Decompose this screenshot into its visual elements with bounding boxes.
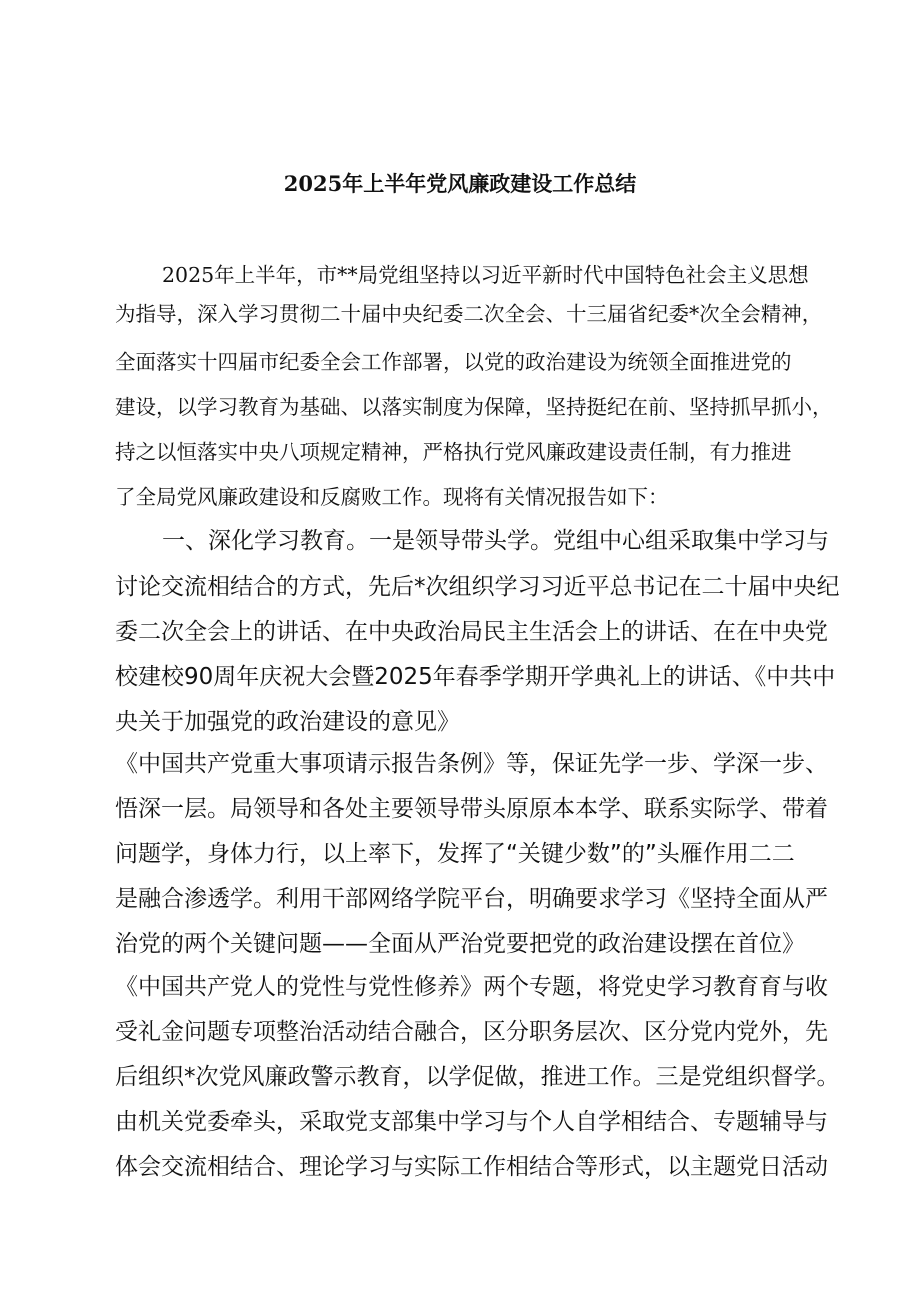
paragraph-line: 央关于加强党的政治建设的意见》 — [115, 709, 460, 735]
paragraph-line: 全面落实十四届市纪委全会工作部署，以党的政治建设为统领全面推进党的 — [115, 350, 792, 374]
paragraph-line: 是融合渗透学。利用干部网络学院平台，明确要求学习《坚持全面从严 — [115, 886, 828, 912]
paragraph-line: 由机关党委牵头，采取党支部集中学习与个人自学相结合、专题辅导与 — [115, 1109, 828, 1135]
paragraph-line: 委二次全会上的讲话、在中央政治局民主生活会上的讲话、在在中央党 — [115, 619, 828, 645]
paragraph-line: 治党的两个关键问题——全面从严治党要把党的政治建设摆在首位》 — [115, 931, 805, 957]
paragraph-line: 悟深一层。局领导和各处主要领导带头原原本本学、联系实际学、带着 — [115, 796, 828, 822]
paragraph-line: 一、深化学习教育。一是领导带头学。党组中心组采取集中学习与 — [162, 528, 829, 554]
paragraph-line: 为指导，深入学习贯彻二十届中央纪委二次全会、十三届省纪委*次全会精神， — [115, 302, 823, 326]
paragraph-line: 《中国共产党重大事项请示报告条例》等，保证先学一步、学深一步、 — [115, 751, 828, 777]
paragraph-line: 建设，以学习教育为基础、以落实制度为保障，坚持挺纪在前、坚持抓早抓小， — [115, 395, 833, 419]
paragraph-line: 校建校90周年庆祝大会暨2025年春季学期开学典礼上的讲话、《中共中 — [115, 664, 836, 690]
paragraph-line: 《中国共产党人的党性与党性修养》两个专题，将党史学习教育育与收 — [115, 974, 828, 1000]
paragraph-line: 了全局党风廉政建设和反腐败工作。现将有关情况报告如下： — [115, 485, 669, 509]
paragraph-line: 后组织*次党风廉政警示教育，以学促做，推进工作。三是党组织督学。 — [115, 1064, 840, 1090]
paragraph-line: 受礼金问题专项整治活动结合融合，区分职务层次、区分党内党外，先 — [115, 1019, 828, 1045]
paragraph-line: 体会交流相结合、理论学习与实际工作相结合等形式，以主题党日活动 — [115, 1154, 828, 1180]
document-title: 2025年上半年党风廉政建设工作总结 — [283, 171, 637, 196]
paragraph-line: 问题学，身体力行，以上率下，发挥了“关键少数”的”头雁作用二二 — [115, 841, 795, 867]
paragraph-line: 讨论交流相结合的方式，先后*次组织学习习近平总书记在二十届中央纪 — [115, 574, 840, 600]
paragraph-line: 持之以恒落实中央八项规定精神，严格执行党风廉政建设责任制，有力推进 — [115, 440, 792, 464]
paragraph-line: 2025年上半年，市**局党组坚持以习近平新时代中国特色社会主义思想 — [162, 263, 809, 287]
